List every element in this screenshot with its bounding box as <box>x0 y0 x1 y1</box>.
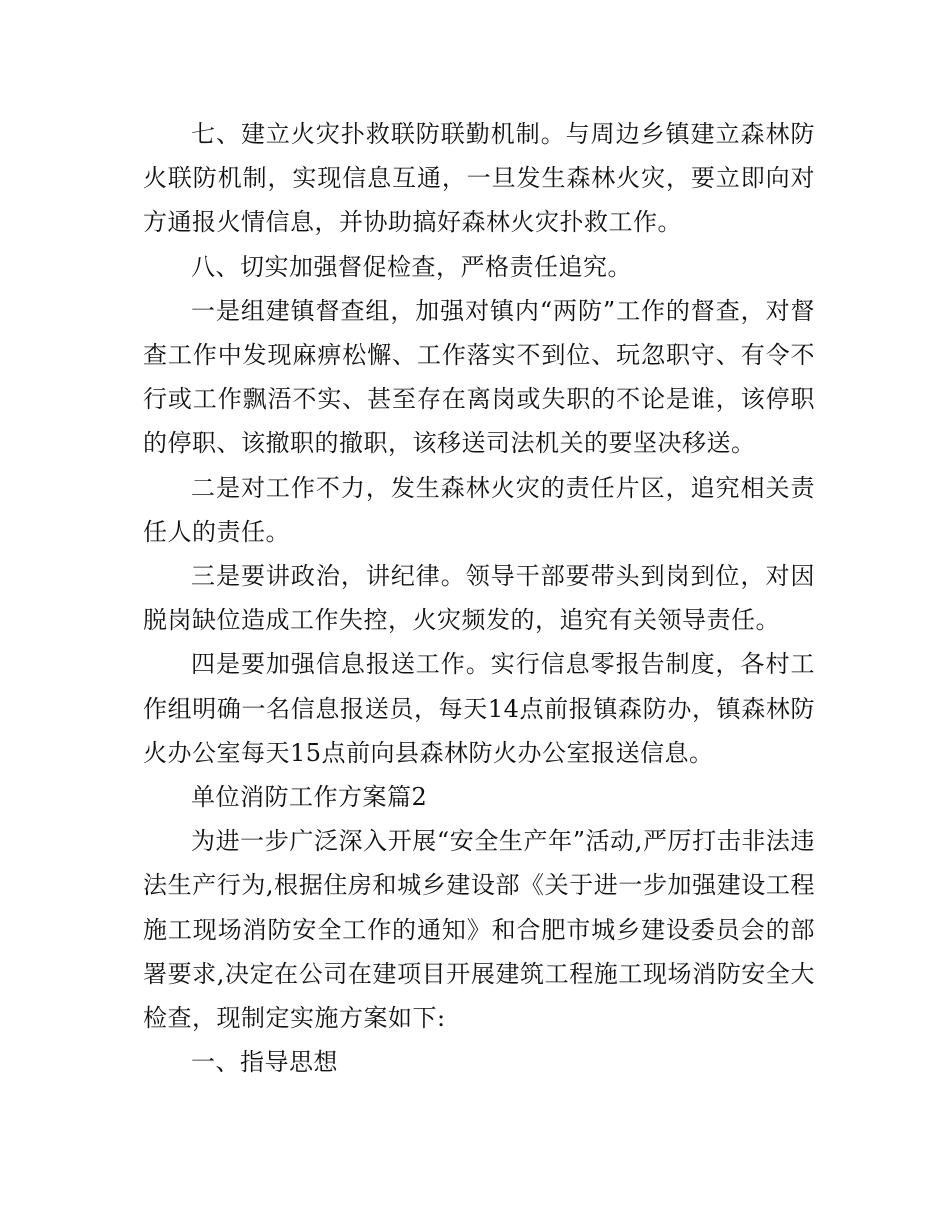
section-title: 单位消防工作方案篇2 <box>191 783 428 812</box>
subsection-heading: 一、指导思想 <box>191 1048 338 1077</box>
paragraph-plan-intro: 为进一步广泛深入开展“安全生产年”活动,严厉打击非法违法生产行为,根据住房和城乡建设部《关于进一步加强建设工程施工现场消防安全工作的通知》和合肥市城乡建设委员会的部署要求,决定在公司在建项目开展建筑工程施工现场消防安全大检查，现制定实施方案如下: <box>143 827 815 1033</box>
paragraph-fire-joint-mechanism: 七、建立火灾扑救联防联勤机制。与周边乡镇建立森林防火联防机制，实现信息互通，一旦发生森林火灾，要立即向对方通报火情信息，并协助搞好森林火灾扑救工作。 <box>143 120 815 237</box>
paragraph-information-reporting: 四是要加强信息报送工作。实行信息零报告制度，各村工作组明确一名信息报送员，每天14点前报镇森防办，镇森林防火办公室每天15点前向县森林防火办公室报送信息。 <box>143 650 815 767</box>
paragraph-discipline: 三是要讲政治，讲纪律。领导干部要带头到岗到位，对因脱岗缺位造成工作失控，火灾频发的，追究有关领导责任。 <box>143 562 815 635</box>
paragraph-responsibility: 二是对工作不力，发生森林火灾的责任片区，追究相关责任人的责任。 <box>143 473 815 546</box>
document-body <box>143 112 815 1084</box>
paragraph-supervision-heading: 八、切实加强督促检查，严格责任追究。 <box>191 252 632 281</box>
paragraph-supervision-group: 一是组建镇督查组，加强对镇内“两防”工作的督查，对督查工作中发现麻痹松懈、工作落实不到位、玩忽职守、有令不行或工作飘浯不实、甚至存在离岗或失职的不论是谁，该停职的停职、该撤职的撤职，该移送司法机关的要坚决移送。 <box>143 296 815 458</box>
